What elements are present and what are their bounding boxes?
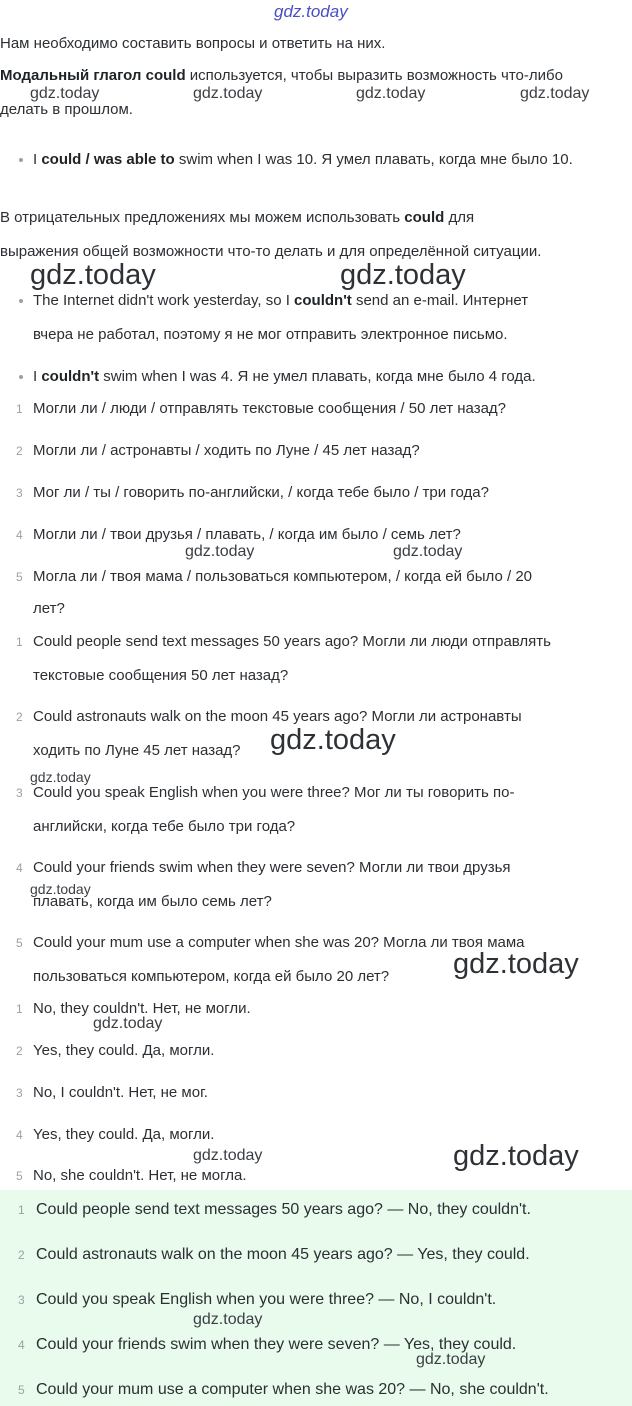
final-answer-item: Could your mum use a computer when she was 20? — No, she couldn't.: [36, 1381, 549, 1398]
watermark: gdz.today: [93, 1015, 163, 1032]
example-text: send an e-mail. Интернет: [351, 292, 529, 309]
list-number: 2: [18, 1248, 25, 1262]
prompt-item: Могли ли / люди / отправлять текстовые сообщения / 50 лет назад?: [33, 400, 507, 417]
question-item: Could you speak English when you were three? Мог ли ты говорить по-: [33, 784, 515, 801]
question-item: Could astronauts walk on the moon 45 years ago? Могли ли астронавты: [33, 708, 522, 725]
final-answer-item: Could you speak English when you were three? — No, I couldn't.: [36, 1291, 497, 1308]
watermark: gdz.today: [270, 724, 396, 756]
negative-text: для: [444, 209, 475, 226]
list-number: 3: [16, 486, 23, 500]
final-answer-item: Could astronauts walk on the moon 45 years ago? — Yes, they could.: [36, 1246, 530, 1263]
negative-bold: could: [404, 209, 445, 226]
watermark: gdz.today: [193, 1147, 263, 1164]
question-item: Could your mum use a computer when she was 20? Могла ли твоя мама: [33, 934, 525, 951]
watermark: gdz.today: [356, 85, 426, 102]
watermark: gdz.today: [30, 85, 100, 102]
answer-item: Yes, they could. Да, могли.: [33, 1126, 215, 1143]
answer-item: Yes, they could. Да, могли.: [33, 1042, 215, 1059]
question-item: Could people send text messages 50 years ago? Могли ли люди отправлять: [33, 633, 551, 650]
bullet-dot: [19, 299, 23, 303]
negative-text: В отрицательных предложениях мы можем использовать: [0, 209, 405, 226]
answer-item: No, they couldn't. Нет, не могли.: [33, 1000, 251, 1017]
question-item-line-2: пользоваться компьютером, когда ей было 20 лет?: [33, 968, 390, 985]
list-number: 1: [18, 1203, 25, 1217]
example-text: The Internet didn't work yesterday, so I: [33, 292, 295, 309]
prompt-item: Могли ли / твои друзья / плавать, / когда им было / семь лет?: [33, 526, 461, 543]
example-text: swim when I was 4. Я не умел плавать, когда мне было 4 года.: [99, 368, 536, 385]
intro-line: Нам необходимо составить вопросы и ответить на них.: [0, 35, 386, 52]
list-number: 5: [18, 1383, 25, 1397]
example-text: swim when I was 10. Я умел плавать, когда мне было 10.: [174, 151, 573, 168]
list-number: 2: [16, 710, 23, 724]
watermark: gdz.today: [30, 769, 91, 785]
prompt-item: Могла ли / твоя мама / пользоваться компьютером, / когда ей было / 20: [33, 568, 532, 585]
question-item-line-2: ходить по Луне 45 лет назад?: [33, 742, 241, 759]
prompt-item-line-2: лет?: [33, 600, 65, 617]
example-text: I: [33, 368, 42, 385]
watermark: gdz.today: [453, 948, 579, 980]
example-bold: could / was able to: [41, 151, 175, 168]
watermark: gdz.today: [30, 259, 156, 291]
bullet-dot: [19, 158, 23, 162]
answer-item: No, I couldn't. Нет, не мог.: [33, 1084, 208, 1101]
example-bold: couldn't: [41, 368, 100, 385]
header-watermark: gdz.today: [274, 2, 348, 21]
watermark: gdz.today: [416, 1351, 486, 1368]
list-number: 5: [16, 1169, 23, 1183]
modal-definition-line-2: делать в прошлом.: [0, 101, 133, 118]
watermark: gdz.today: [453, 1140, 579, 1172]
list-number: 4: [18, 1338, 25, 1352]
example-swim: [33, 367, 536, 387]
list-number: 5: [16, 570, 23, 584]
watermark: gdz.today: [340, 259, 466, 291]
list-number: 1: [16, 1002, 23, 1016]
list-number: 1: [16, 635, 23, 649]
answer-item: No, she couldn't. Нет, не могла.: [33, 1167, 247, 1184]
example-internet: [33, 291, 528, 311]
example-internet-line-2: вчера не работал, поэтому я не мог отправить электронное письмо.: [33, 326, 508, 343]
example-bold: couldn't: [294, 292, 352, 309]
final-answer-item: Could your friends swim when they were seven? — Yes, they could.: [36, 1336, 517, 1353]
watermark: gdz.today: [185, 543, 255, 560]
prompt-item: Могли ли / астронавты / ходить по Луне / 45 лет назад?: [33, 442, 420, 459]
question-item: Could your friends swim when they were seven? Могли ли твои друзья: [33, 859, 511, 876]
final-answer-item: Could people send text messages 50 years ago? — No, they couldn't.: [36, 1201, 531, 1218]
list-number: 3: [18, 1293, 25, 1307]
modal-definition-line: [0, 66, 563, 86]
list-number: 1: [16, 402, 23, 416]
watermark: gdz.today: [520, 85, 590, 102]
list-number: 2: [16, 444, 23, 458]
list-number: 5: [16, 936, 23, 950]
question-item-line-2: текстовые сообщения 50 лет назад?: [33, 667, 289, 684]
list-number: 2: [16, 1044, 23, 1058]
list-number: 4: [16, 528, 23, 542]
watermark: gdz.today: [193, 85, 263, 102]
modal-term: Модальный глагол could: [0, 67, 186, 84]
prompt-item: Мог ли / ты / говорить по-английски, / когда тебе было / три года?: [33, 484, 489, 501]
watermark: gdz.today: [30, 881, 91, 897]
list-number: 3: [16, 786, 23, 800]
negative-explanation-line-2: выражения общей возможности что-то делать и для определённой ситуации.: [0, 243, 542, 260]
list-number: 3: [16, 1086, 23, 1100]
list-number: 4: [16, 1128, 23, 1142]
question-item-line-2: плавать, когда им было семь лет?: [33, 893, 272, 910]
negative-explanation-line-1: [0, 208, 474, 228]
bullet-dot: [19, 375, 23, 379]
watermark: gdz.today: [193, 1311, 263, 1328]
example-text: I: [33, 151, 42, 168]
modal-definition-text: используется, чтобы выразить возможность что-либо: [185, 67, 563, 84]
list-number: 4: [16, 861, 23, 875]
example-could: [33, 150, 573, 170]
question-item-line-2: английски, когда тебе было три года?: [33, 818, 296, 835]
watermark: gdz.today: [393, 543, 463, 560]
